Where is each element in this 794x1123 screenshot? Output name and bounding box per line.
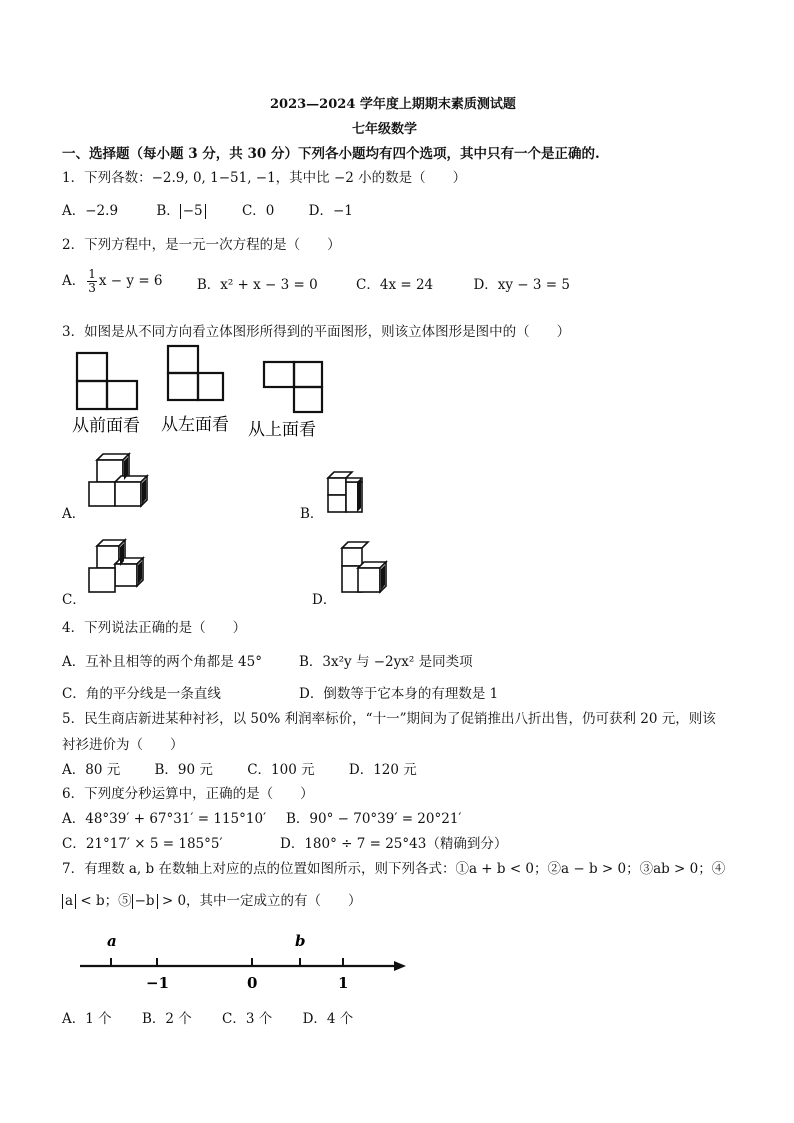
q2-option-d: D．xy − 3 = 5	[473, 277, 570, 293]
q6-option-b: B．90° − 70°39′ = 20°21′	[286, 811, 462, 827]
label-zero: 0	[247, 974, 258, 992]
q1-options	[62, 199, 373, 219]
q6-option-d: D．180° ÷ 7 = 25°43（精确到分）	[280, 836, 508, 852]
q6-stem: 6．下列度分秒运算中，正确的是（ ）	[62, 786, 314, 802]
q7-options	[62, 1007, 373, 1027]
q5-option-d: D．120 元	[348, 762, 417, 778]
label-neg1: −1	[146, 974, 170, 992]
q4-option-d: D．倒数等于它本身的有理数是 1	[299, 686, 499, 702]
q7-stem-line1: 7．有理数 a, b 在数轴上对应的点的位置如图所示，则下列各式：①a + b < 0；②a − b > 0；③ab > 0；④	[62, 861, 726, 877]
view-label-top: 从上面看	[248, 420, 316, 440]
q4-option-c: C．角的平分线是一条直线	[62, 686, 221, 702]
left-view-drawing	[168, 346, 223, 400]
three-views-figure	[60, 340, 350, 440]
q2-option-a: A． $\frac{1}{3}$ x − y = 6	[62, 267, 163, 295]
q7-option-c: C．3 个	[222, 1011, 273, 1027]
q7-option-b: B．2 个	[141, 1011, 192, 1027]
arrow-head-icon	[394, 961, 406, 971]
q3-option-d-label: D．	[312, 592, 337, 608]
number-line-figure	[76, 926, 412, 996]
q5-stem-line1: 5．民生商店新进某种衬衫，以 50% 利润率标价，“十一”期间为了促销推出八折出售，仍可获利 20 元，则该	[62, 711, 716, 727]
cube-figure-b	[324, 468, 368, 516]
front-view-drawing	[77, 353, 137, 409]
q1-stem: 1．下列各数：−2.9, 0, 1−51, −1，其中比 −2 小的数是（ ）	[62, 170, 467, 186]
q5-option-b: B．90 元	[154, 762, 213, 778]
q3-option-c-label: C．	[62, 592, 86, 608]
label-b: b	[295, 932, 306, 950]
q7-option-a: A．1 个	[62, 1011, 112, 1027]
q5-options	[62, 758, 437, 778]
view-label-left: 从左面看	[161, 415, 229, 435]
label-one: 1	[338, 974, 349, 992]
q1-option-c: C．0	[241, 203, 275, 219]
q4-stem: 4．下列说法正确的是（ ）	[62, 620, 247, 636]
cube-figure-d	[336, 540, 396, 598]
cube-figure-a	[85, 452, 149, 512]
q2-option-b: B．x² + x − 3 = 0	[196, 277, 318, 293]
fraction-one-third: $\frac{1}{3}$	[88, 267, 96, 295]
q6-option-a: A．48°39′ + 67°31′ = 115°10′	[62, 811, 267, 827]
abs-neg-b: −b	[132, 894, 158, 909]
q2-options	[62, 268, 590, 295]
q1-option-b: B． −5	[156, 199, 205, 219]
q2-stem: 2．下列方程中，是一元一次方程的是（ ）	[62, 237, 341, 253]
label-a: a	[107, 932, 117, 950]
q1-option-a: A．−2.9	[62, 203, 119, 219]
top-view-drawing	[264, 362, 322, 412]
exam-title: 2023—2024 学年度上期期末素质测试题	[270, 97, 516, 112]
exam-subtitle: 七年级数学	[352, 122, 418, 137]
q3-option-b-label: B．	[300, 506, 324, 522]
abs-a: a	[62, 894, 76, 909]
q4-option-a: A．互补且相等的两个角都是 45°	[62, 654, 262, 670]
view-label-front: 从前面看	[72, 416, 140, 436]
q5-stem-line2: 衬衫进价为（ ）	[62, 737, 184, 753]
cube-figure-c	[85, 538, 151, 598]
q3-option-a-label: A．	[62, 506, 86, 522]
q5-option-a: A．80 元	[62, 762, 121, 778]
q6-option-c: C．21°17′ × 5 = 185°5′	[62, 836, 223, 852]
q7-option-d: D．4 个	[302, 1011, 354, 1027]
q2-option-c: C．4x = 24	[356, 277, 434, 293]
q1-option-d: D．−1	[308, 203, 353, 219]
q4-option-b: B．3x²y 与 −2yx² 是同类项	[299, 654, 473, 670]
q5-option-c: C．100 元	[247, 762, 315, 778]
section-heading: 一、选择题（每小题 3 分，共 30 分）下列各小题均有四个选项，其中只有一个是正确的.	[62, 146, 600, 162]
q3-stem: 3．如图是从不同方向看立体图形所得到的平面图形，则该立体图形是图中的（ ）	[62, 324, 571, 340]
q7-stem-line2: a < b；⑤ −b > 0，其中一定成立的有（ ）	[62, 889, 362, 909]
